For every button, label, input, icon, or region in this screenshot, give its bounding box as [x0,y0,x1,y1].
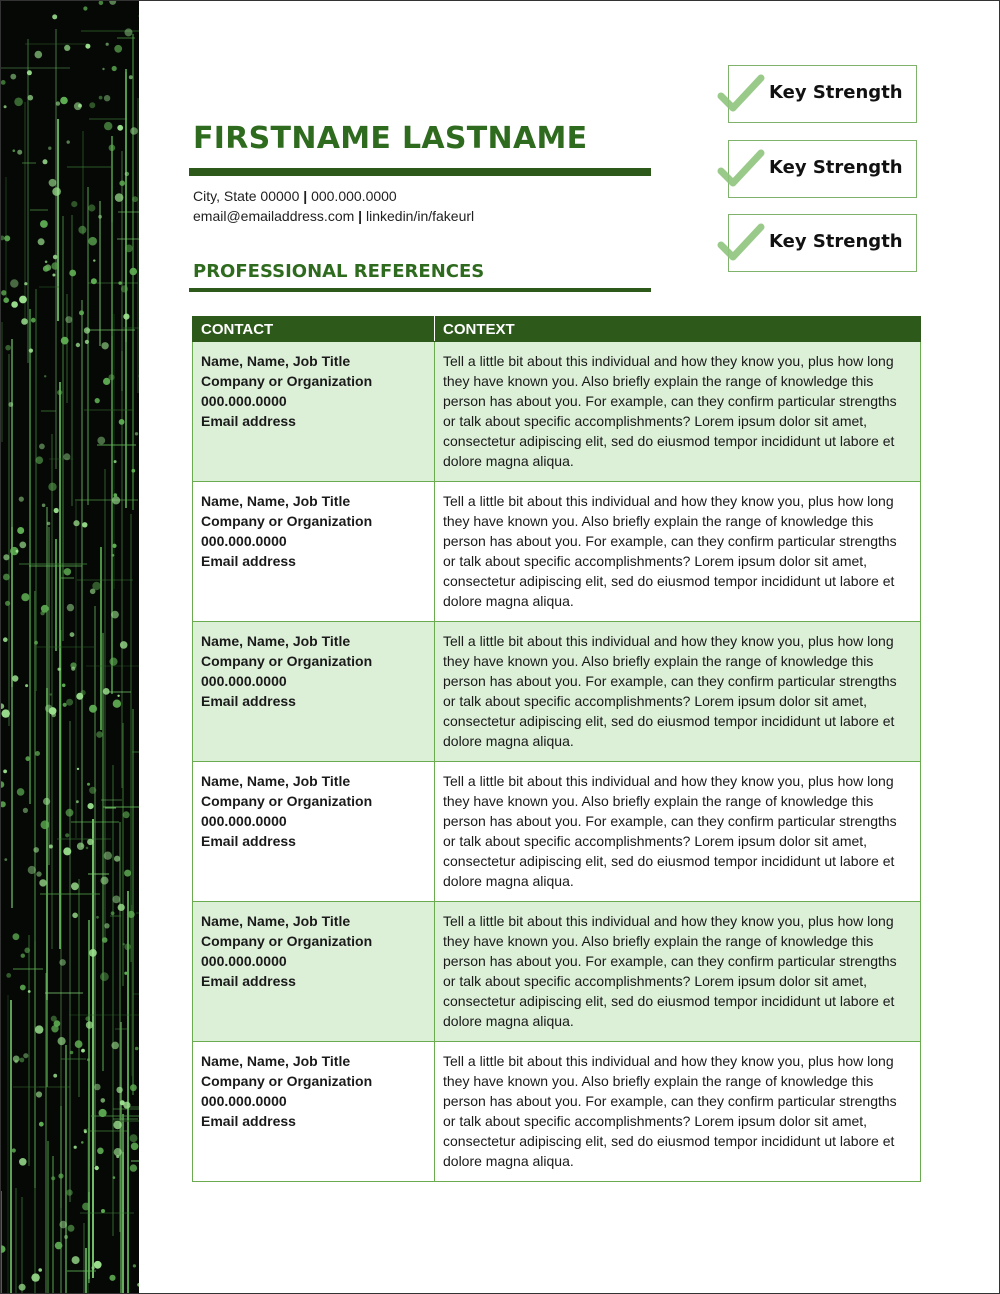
phone-text: 000.000.0000 [311,188,397,204]
context-cell: Tell a little bit about this individual and how they know you, plus how long they have known you. Also briefly explain the range of knowledge this person has about you. For example, can they confirm particular strengths or talk about specific accomplishments? Lorem ipsum dolor sit amet, consectetur adipiscing elit, sed do eiusmod tempor incididunt ut labore et dolore magna aliqua. [435,902,921,1042]
key-strength-label: Key Strength [769,231,903,252]
location-text: City, State 00000 [193,188,300,204]
reference-phone: 000.000.0000 [201,953,287,969]
context-cell: Tell a little bit about this individual and how they know you, plus how long they have known you. Also briefly explain the range of knowledge this person has about you. For example, can they confirm particular strengths or talk about specific accomplishments? Lorem ipsum dolor sit amet, consectetur adipiscing elit, sed do eiusmod tempor incididunt ut labore et dolore magna aliqua. [435,1042,921,1182]
context-cell: Tell a little bit about this individual and how they know you, plus how long they have known you. Also briefly explain the range of knowledge this person has about you. For example, can they confirm particular strengths or talk about specific accomplishments? Lorem ipsum dolor sit amet, consectetur adipiscing elit, sed do eiusmod tempor incididunt ut labore et dolore magna aliqua. [435,482,921,622]
context-cell: Tell a little bit about this individual and how they know you, plus how long they have known you. Also briefly explain the range of knowledge this person has about you. For example, can they confirm particular strengths or talk about specific accomplishments? Lorem ipsum dolor sit amet, consectetur adipiscing elit, sed do eiusmod tempor incididunt ut labore et dolore magna aliqua. [435,762,921,902]
contact-cell [193,342,435,482]
location-phone-line [193,188,397,204]
email-text: email@emailaddress.com [193,208,355,224]
key-strength-box [728,140,917,198]
context-cell: Tell a little bit about this individual and how they know you, plus how long they have known you. Also briefly explain the range of knowledge this person has about you. For example, can they confirm particular strengths or talk about specific accomplishments? Lorem ipsum dolor sit amet, consectetur adipiscing elit, sed do eiusmod tempor incididunt ut labore et dolore magna aliqua. [435,342,921,482]
reference-email: Email address [201,693,296,709]
reference-organization: Company or Organization [201,373,373,389]
reference-name-title: Name, Name, Job Title [201,1053,351,1069]
check-icon [717,223,765,263]
column-header-contact: CONTACT [193,317,435,342]
name-underline-rule [189,168,651,176]
column-header-context: CONTEXT [435,317,921,342]
reference-name-title: Name, Name, Job Title [201,913,351,929]
key-strength-label: Key Strength [769,157,903,178]
reference-organization: Company or Organization [201,513,373,529]
key-strength-box [728,214,917,272]
reference-phone: 000.000.0000 [201,813,287,829]
reference-phone: 000.000.0000 [201,393,287,409]
table-row [193,762,921,902]
reference-email: Email address [201,833,296,849]
contact-separator: | [358,208,363,224]
check-icon [717,149,765,189]
reference-name-title: Name, Name, Job Title [201,493,351,509]
email-linkedin-line [193,208,474,224]
reference-organization: Company or Organization [201,793,373,809]
contact-cell [193,622,435,762]
circuit-board-graphic [1,1,139,1293]
table-row [193,342,921,482]
reference-email: Email address [201,553,296,569]
reference-email: Email address [201,413,296,429]
circuit-board-image [1,1,139,1293]
contact-cell [193,902,435,1042]
reference-name-title: Name, Name, Job Title [201,633,351,649]
table-row [193,482,921,622]
contact-separator: | [303,188,308,204]
reference-email: Email address [201,973,296,989]
context-cell: Tell a little bit about this individual and how they know you, plus how long they have known you. Also briefly explain the range of knowledge this person has about you. For example, can they confirm particular strengths or talk about specific accomplishments? Lorem ipsum dolor sit amet, consectetur adipiscing elit, sed do eiusmod tempor incididunt ut labore et dolore magna aliqua. [435,622,921,762]
linkedin-text: linkedin/in/fakeurl [365,208,475,224]
key-strength-label: Key Strength [769,82,903,103]
table-row [193,902,921,1042]
check-icon [717,74,765,114]
table-header-row [193,317,921,342]
reference-phone: 000.000.0000 [201,1093,287,1109]
reference-email: Email address [201,1113,296,1129]
reference-organization: Company or Organization [201,1073,373,1089]
section-title: PROFESSIONAL REFERENCES [193,261,485,282]
contact-cell [193,1042,435,1182]
candidate-name: FIRSTNAME LASTNAME [193,121,588,156]
reference-organization: Company or Organization [201,653,373,669]
reference-organization: Company or Organization [201,933,373,949]
section-underline-rule [189,288,651,292]
contact-cell [193,482,435,622]
table-row [193,622,921,762]
table-row [193,1042,921,1182]
reference-name-title: Name, Name, Job Title [201,773,351,789]
contact-cell [193,762,435,902]
reference-phone: 000.000.0000 [201,673,287,689]
key-strength-box [728,65,917,123]
reference-name-title: Name, Name, Job Title [201,353,351,369]
references-table [192,316,921,1182]
reference-phone: 000.000.0000 [201,533,287,549]
